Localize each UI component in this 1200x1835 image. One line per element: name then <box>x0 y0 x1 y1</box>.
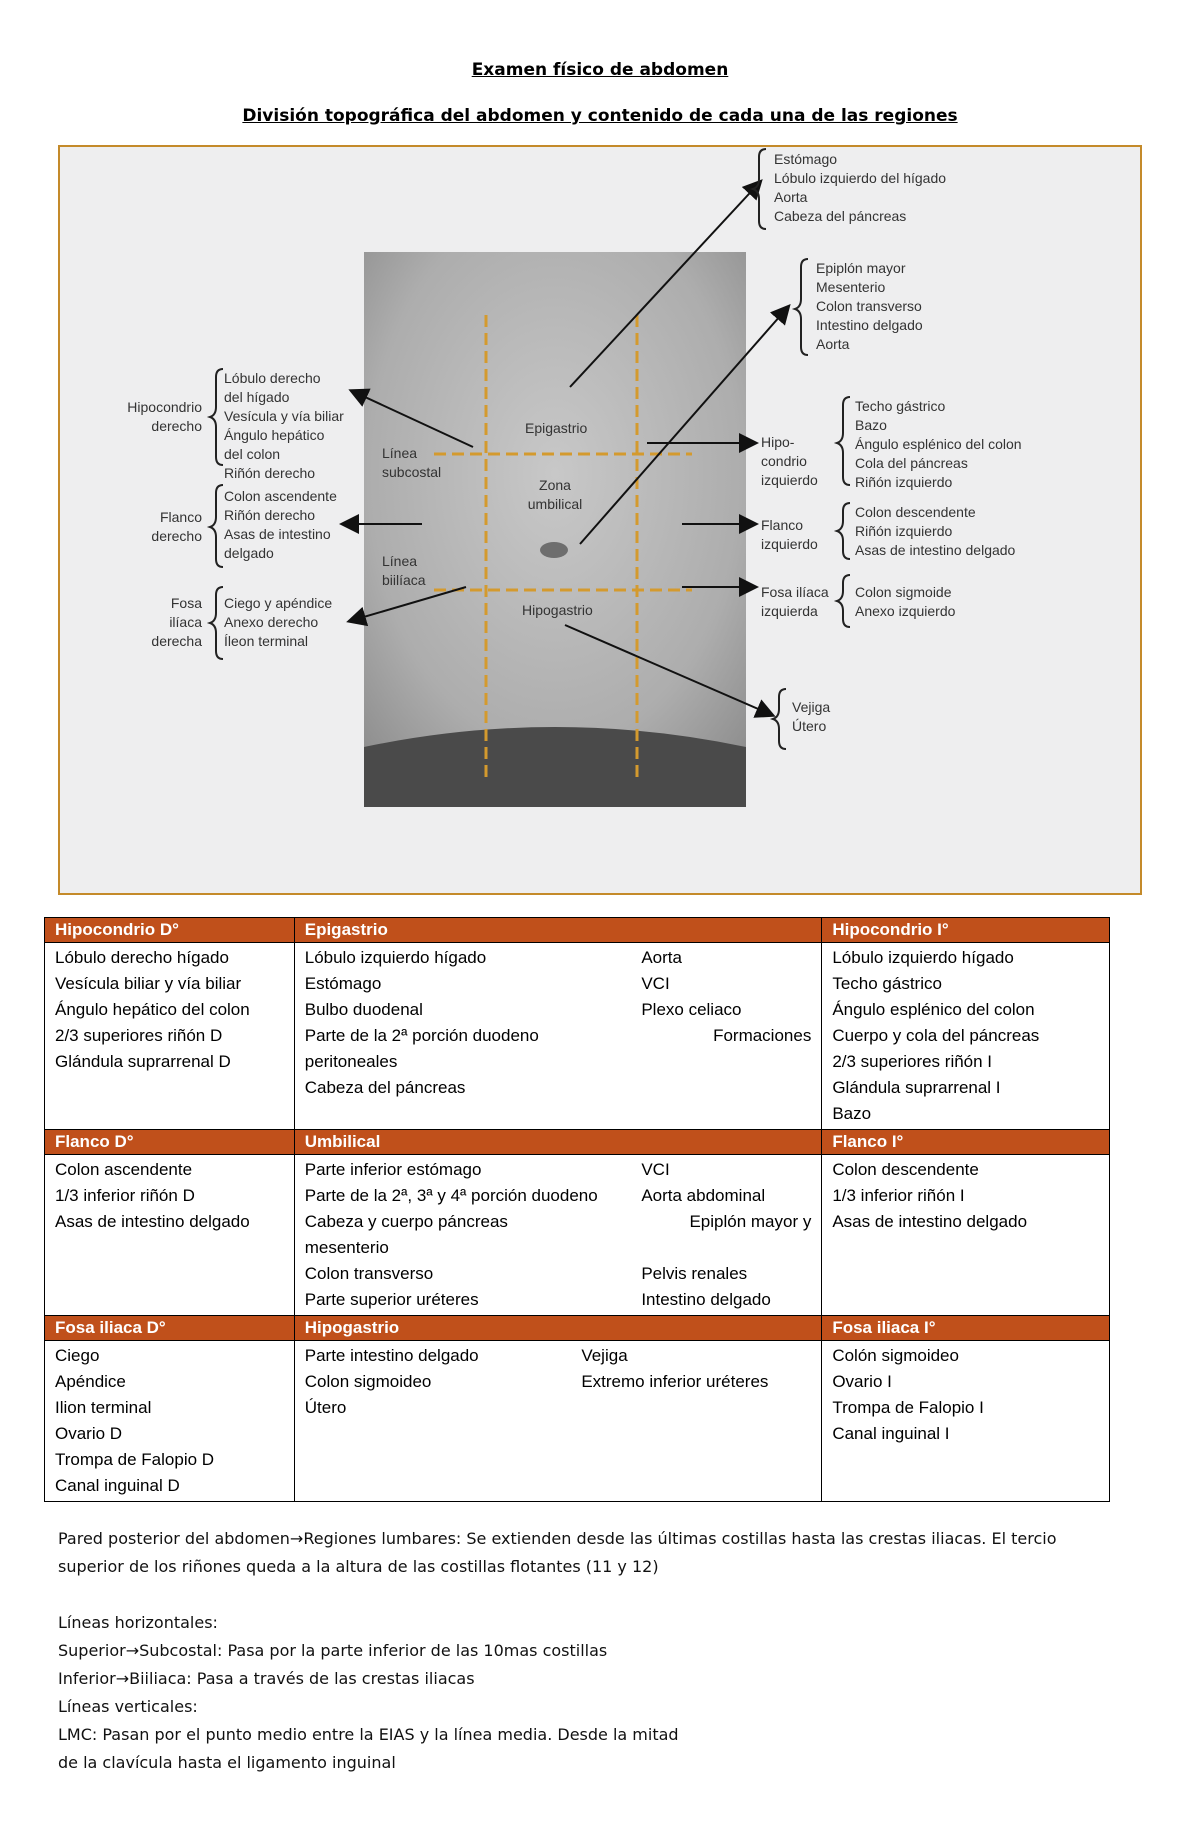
fosa-iliaca-derecha-label: Fosa ilíaca derecha <box>151 595 202 649</box>
fosa-iliaca-izquierda-list: Colon sigmoide Anexo izquierdo <box>855 584 956 619</box>
table-row <box>45 943 1110 1130</box>
note-posterior-wall-line1: Pared posterior del abdomen→Regiones lumbares: Se extienden desde las últimas costillas hasta las crestas iliacas. El tercio <box>58 1529 1057 1548</box>
flanco-izquierdo-list: Colon descendente Riñón izquierdo Asas de intestino delgado <box>855 504 1016 558</box>
fosa-iliaca-izquierda-label: Fosa ilíaca izquierda <box>761 584 829 619</box>
header-hipocondrio-i: Hipocondrio I° <box>822 918 1110 943</box>
header-flanco-d: Flanco D° <box>45 1130 295 1155</box>
table-header-row <box>45 918 1110 943</box>
note-vertical-lines-heading: Líneas verticales: <box>58 1697 198 1716</box>
cell-flanco-i: Colon descendente 1/3 inferior riñón I Asas de intestino delgado <box>822 1155 1110 1316</box>
header-epigastrio: Epigastrio <box>294 918 822 943</box>
umbilical-callout-list: Epiplón mayor Mesenterio Colon transverso Intestino delgado Aorta <box>816 260 923 352</box>
torso-photo <box>364 252 746 807</box>
header-umbilical: Umbilical <box>294 1130 822 1155</box>
cell-flanco-d: Colon ascendente 1/3 inferior riñón D Asas de intestino delgado <box>45 1155 295 1316</box>
cell-hipocondrio-d: Lóbulo derecho hígado Vesícula biliar y vía biliar Ángulo hepático del colon 2/3 superiores riñón D Glándula suprarrenal D <box>45 943 295 1130</box>
table-header-row <box>45 1130 1110 1155</box>
navel <box>540 542 568 558</box>
note-lmc-line2: de la clavícula hasta el ligamento inguinal <box>58 1753 396 1772</box>
table-header-row <box>45 1316 1110 1341</box>
hipocondrio-derecho-label: Hipocondrio derecho <box>127 399 202 434</box>
note-lmc-line1: LMC: Pasan por el punto medio entre la EIAS y la línea media. Desde la mitad <box>58 1725 679 1744</box>
header-fosa-iliaca-d: Fosa iliaca D° <box>45 1316 295 1341</box>
page-title: Examen físico de abdomen <box>471 60 729 80</box>
flanco-izquierdo-label: Flanco izquierdo <box>761 517 818 552</box>
linea-biliaca-label: Línea biilíaca <box>382 553 426 588</box>
note-horizontal-lines-heading: Líneas horizontales: <box>58 1613 218 1632</box>
shorts <box>364 727 746 807</box>
header-hipocondrio-d: Hipocondrio D° <box>45 918 295 943</box>
epigastrio-region-label: Epigastrio <box>525 420 588 436</box>
cell-hipocondrio-i: Lóbulo izquierdo hígado Techo gástrico Ángulo esplénico del colon Cuerpo y cola del páncreas 2/3 superiores riñón I Glándula suprarrenal I Bazo <box>822 943 1110 1130</box>
header-hipogastrio: Hipogastrio <box>294 1316 822 1341</box>
hipogastrio-region-label: Hipogastrio <box>522 602 593 618</box>
flanco-derecho-list: Colon ascendente Riñón derecho Asas de intestino delgado <box>224 488 337 561</box>
cell-umbilical: Parte inferior estómago VCI Parte de la 2ª, 3ª y 4ª porción duodeno Aorta abdominal Cabeza y cuerpo páncreas Epiplón mayor y mesenterio Colon transverso Pelvis renales Parte superior uréteres Intestino delgado <box>294 1155 822 1316</box>
abdomen-figure <box>58 145 1142 895</box>
table-row <box>45 1341 1110 1502</box>
note-posterior-wall-line2: superior de los riñones queda a la altura de las costillas flotantes (11 y 12) <box>58 1557 659 1576</box>
zona-umbilical-label: Zona umbilical <box>527 477 583 512</box>
hipocondrio-derecho-list: Lóbulo derecho del hígado Vesícula y vía biliar Ángulo hepático del colon Riñón derecho <box>224 370 344 481</box>
cell-fosa-iliaca-i: Colón sigmoideo Ovario I Trompa de Falopio I Canal inguinal I <box>822 1341 1110 1502</box>
hipocondrio-izquierdo-list: Techo gástrico Bazo Ángulo esplénico del colon Cola del páncreas Riñón izquierdo <box>855 398 1022 490</box>
fosa-iliaca-derecha-list: Ciego y apéndice Anexo derecho Íleon terminal <box>224 595 333 649</box>
cell-fosa-iliaca-d: Ciego Apéndice Ilion terminal Ovario D Trompa de Falopio D Canal inguinal D <box>45 1341 295 1502</box>
page-subtitle: División topográfica del abdomen y contenido de cada una de las regiones <box>242 106 958 126</box>
flanco-derecho-label: Flanco derecho <box>151 509 202 544</box>
linea-subcostal-label: Línea subcostal <box>382 445 442 480</box>
hipogastrio-callout-list: Vejiga Útero <box>792 699 831 734</box>
header-fosa-iliaca-i: Fosa iliaca I° <box>822 1316 1110 1341</box>
notes-section <box>58 1525 1148 1777</box>
cell-hipogastrio: Parte intestino delgado Vejiga Colon sigmoideo Extremo inferior uréteres Útero <box>294 1341 822 1502</box>
cell-epigastrio: Lóbulo izquierdo hígado Aorta Estómago VCI Bulbo duodenal Plexo celiaco Parte de la 2ª porción duodeno Formaciones peritoneales Cabeza del páncreas <box>294 943 822 1130</box>
table-row <box>45 1155 1110 1316</box>
regions-table <box>44 917 1110 1502</box>
header-flanco-i: Flanco I° <box>822 1130 1110 1155</box>
note-inferior-line: Inferior→Biiliaca: Pasa a través de las crestas iliacas <box>58 1669 475 1688</box>
epigastrio-callout-list: Estómago Lóbulo izquierdo del hígado Aorta Cabeza del páncreas <box>774 151 947 224</box>
note-superior-line: Superior→Subcostal: Pasa por la parte inferior de las 10mas costillas <box>58 1641 608 1660</box>
hipocondrio-izquierdo-label: Hipo- condrio izquierdo <box>761 434 818 488</box>
